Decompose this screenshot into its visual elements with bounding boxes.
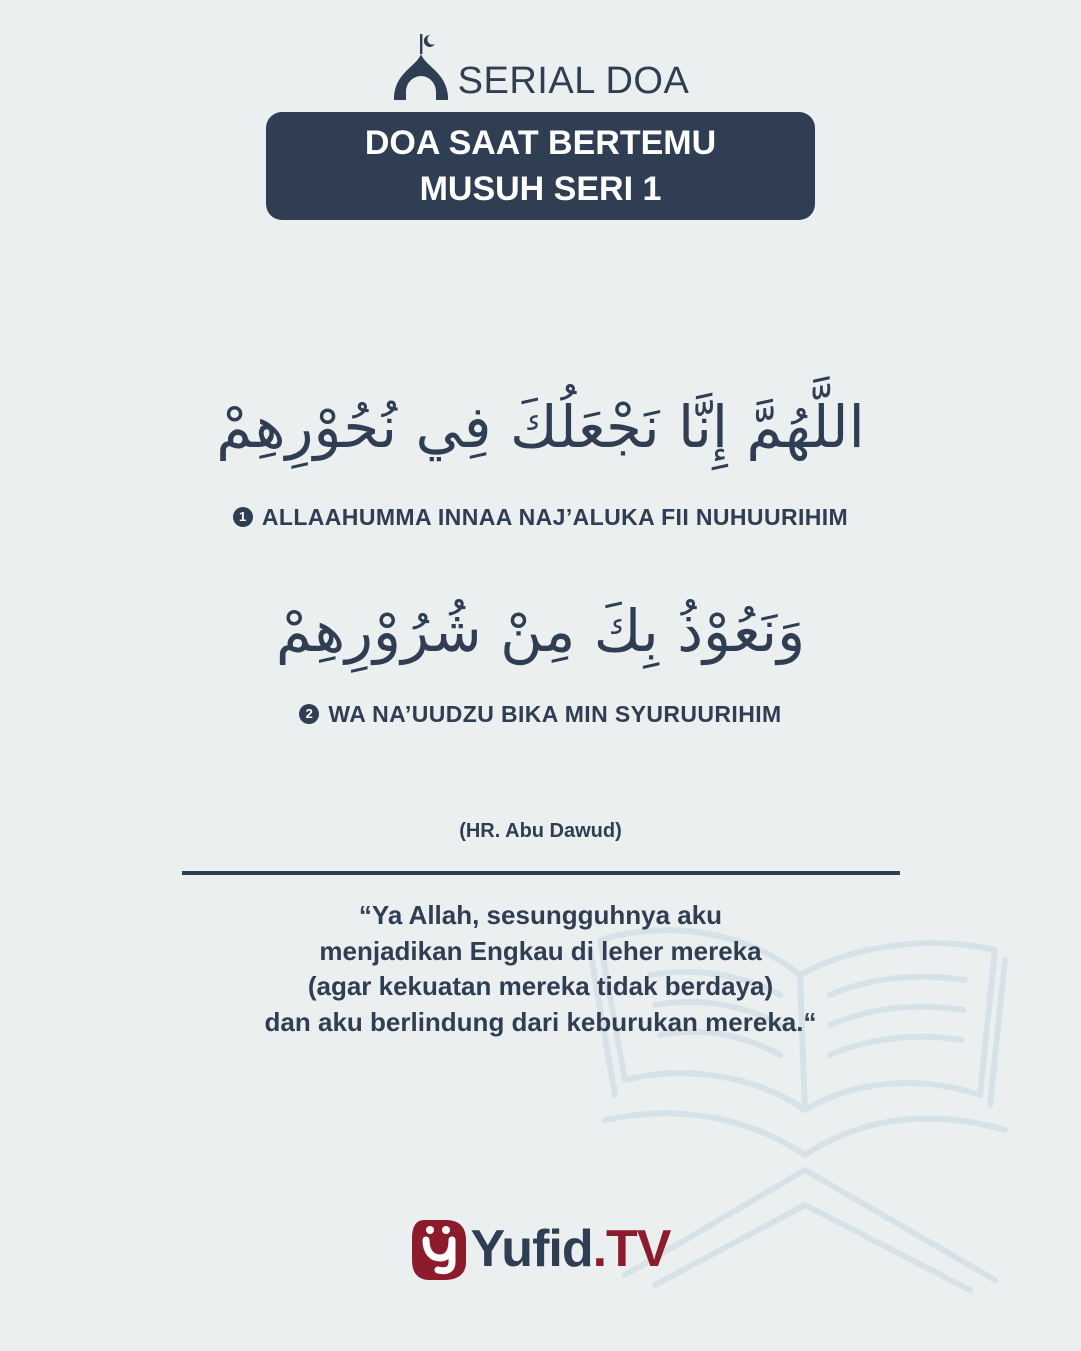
series-header	[0, 30, 1081, 102]
title-line-2: MUSUH SERI 1	[419, 170, 662, 208]
translation-line-4: dan aku berlindung dari keburukan mereka.“	[264, 1006, 817, 1037]
divider	[182, 871, 900, 875]
translation-line-2: menjadikan Engkau di leher mereka	[319, 935, 762, 966]
yufid-logo-mark-icon	[410, 1218, 468, 1280]
translation-line-1: “Ya Allah, sesungguhnya aku	[358, 900, 723, 930]
transliteration-1-text: ALLAAHUMMA INNAA NAJ’ALUKA FII NUHUURIHIM	[261, 503, 849, 530]
number-badge-2: 2	[299, 704, 319, 724]
yufid-logo	[0, 1216, 1081, 1282]
title-box	[266, 112, 815, 220]
transliteration-1	[0, 502, 1081, 532]
transliteration-2	[0, 699, 1081, 729]
mosque-dome-icon	[392, 32, 450, 102]
series-label: SERIAL DOA	[457, 60, 690, 102]
arabic-text-2: وَنَعُوْذُ بِكَ مِنْ شُرُوْرِهِمْ	[275, 597, 806, 665]
hadith-source: (HR. Abu Dawud)	[459, 820, 622, 842]
translation-line-3: (agar kekuatan mereka tidak berdaya)	[307, 971, 774, 1001]
transliteration-2-text: WA NA’UUDZU BIKA MIN SYURUURIHIM	[328, 700, 782, 727]
logo-text-yufid: Yufid	[470, 1220, 593, 1278]
arabic-text-1: اللَّهُمَّ إِنَّا نَجْعَلُكَ فِي نُحُوْرِهِمْ	[216, 393, 865, 461]
translation-text	[0, 898, 1081, 1040]
logo-text-tv: .TV	[592, 1220, 671, 1278]
title-line-1: DOA SAAT BERTEMU	[364, 124, 717, 162]
number-badge-1: 1	[233, 507, 253, 527]
